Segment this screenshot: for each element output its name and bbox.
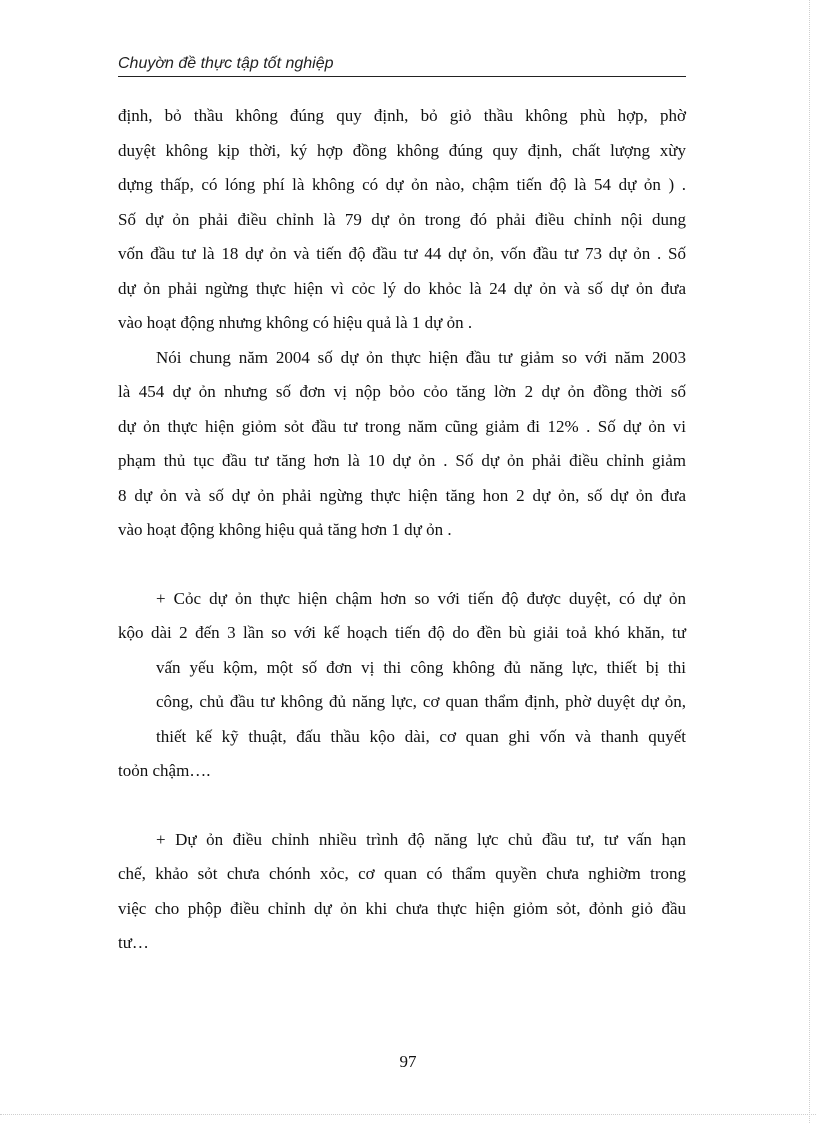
paragraph-adjusted-projects [118, 823, 686, 961]
text-line: vào hoạt động không hiệu quả tăng hơn 1 dự ỏn . [118, 520, 452, 539]
text-line: + Cỏc dự ỏn thực hiện chậm hơn so với tiến độ được duyệt, có dự ỏn [156, 588, 686, 608]
text-line: duyệt không kịp thời, ký hợp đồng không đúng quy định, chất lượng xừy [118, 140, 686, 160]
paragraph-continuation [118, 99, 686, 341]
text-line: công, chủ đầu tư không đủ năng lực, cơ quan thẩm định, phờ duyệt dự ỏn, [156, 692, 686, 711]
header-title: Chuyờn đề thực tập tốt nghiệp [118, 55, 334, 72]
text-line: việc cho phộp điều chỉnh dự ỏn khi chưa thực hiện giỏm sỏt, đỏnh giỏ đầu [118, 898, 686, 918]
text-line: phạm thủ tục đầu tư tăng hơn là 10 dự ỏn . Số dự ỏn phải điều chỉnh giảm [118, 451, 686, 470]
page-number: 97 [399, 1052, 417, 1071]
text-line: vấn yếu kộm, một số đơn vị thi công không đủ năng lực, thiết bị thi [156, 657, 686, 677]
text-line: tư… [118, 933, 149, 952]
paragraph-spacer [118, 548, 686, 582]
text-line: Số dự ỏn phải điều chỉnh là 79 dự ỏn trong đó phải điều chỉnh nội dung [118, 209, 686, 229]
text-line: + Dự ỏn điều chỉnh nhiều trình độ năng lực chủ đầu tư, tư vấn hạn [156, 829, 686, 849]
text-line: thiết kế kỹ thuật, đấu thầu kộo dài, cơ quan ghi vốn và thanh quyết [156, 726, 686, 746]
text-line: chế, khảo sỏt chưa chónh xỏc, cơ quan có thẩm quyền chưa nghiờm trong [118, 864, 686, 883]
document-body [118, 99, 686, 961]
text-line: toỏn chậm…. [118, 761, 211, 780]
text-line: Nói chung năm 2004 số dự ỏn thực hiện đầu tư giảm so với năm 2003 [156, 347, 686, 367]
text-line: là 454 dự ỏn nhưng số đơn vị nộp bỏo cỏo tăng lờn 2 dự ỏn đồng thời số [118, 382, 686, 401]
text-line: 8 dự ỏn và số dự ỏn phải ngừng thực hiện tăng hon 2 dự ỏn, số dự ỏn đưa [118, 485, 686, 505]
page-border-right [809, 0, 810, 1123]
page-border-bottom [0, 1114, 816, 1115]
text-line: dự ỏn phải ngừng thực hiện vì cỏc lý do khỏc là 24 dự ỏn và số dự ỏn đưa [118, 278, 686, 298]
text-line: kộo dài 2 đến 3 lần so với kế hoạch tiến độ do đền bù giải toả khó khăn, tư [118, 623, 686, 642]
text-line: vốn đầu tư là 18 dự ỏn và tiến độ đầu tư 44 dự ỏn, vốn đầu tư 73 dự ỏn . Số [118, 244, 686, 263]
text-line: vào hoạt động nhưng không có hiệu quả là 1 dự ỏn . [118, 313, 473, 332]
paragraph-summary-2004 [118, 341, 686, 548]
text-line: định, bỏ thầu không đúng quy định, bỏ giỏ thầu không phù hợp, phờ [118, 106, 686, 125]
running-header [118, 52, 686, 77]
text-line: dự ỏn thực hiện giỏm sỏt đầu tư trong năm cũng giảm đi 12% . Số dự ỏn vi [118, 416, 686, 436]
paragraph-spacer [118, 789, 686, 823]
paragraph-delayed-projects [118, 582, 686, 789]
text-line: dựng thấp, có lóng phí là không có dự ỏn nào, chậm tiến độ là 54 dự ỏn ) . [118, 175, 686, 194]
